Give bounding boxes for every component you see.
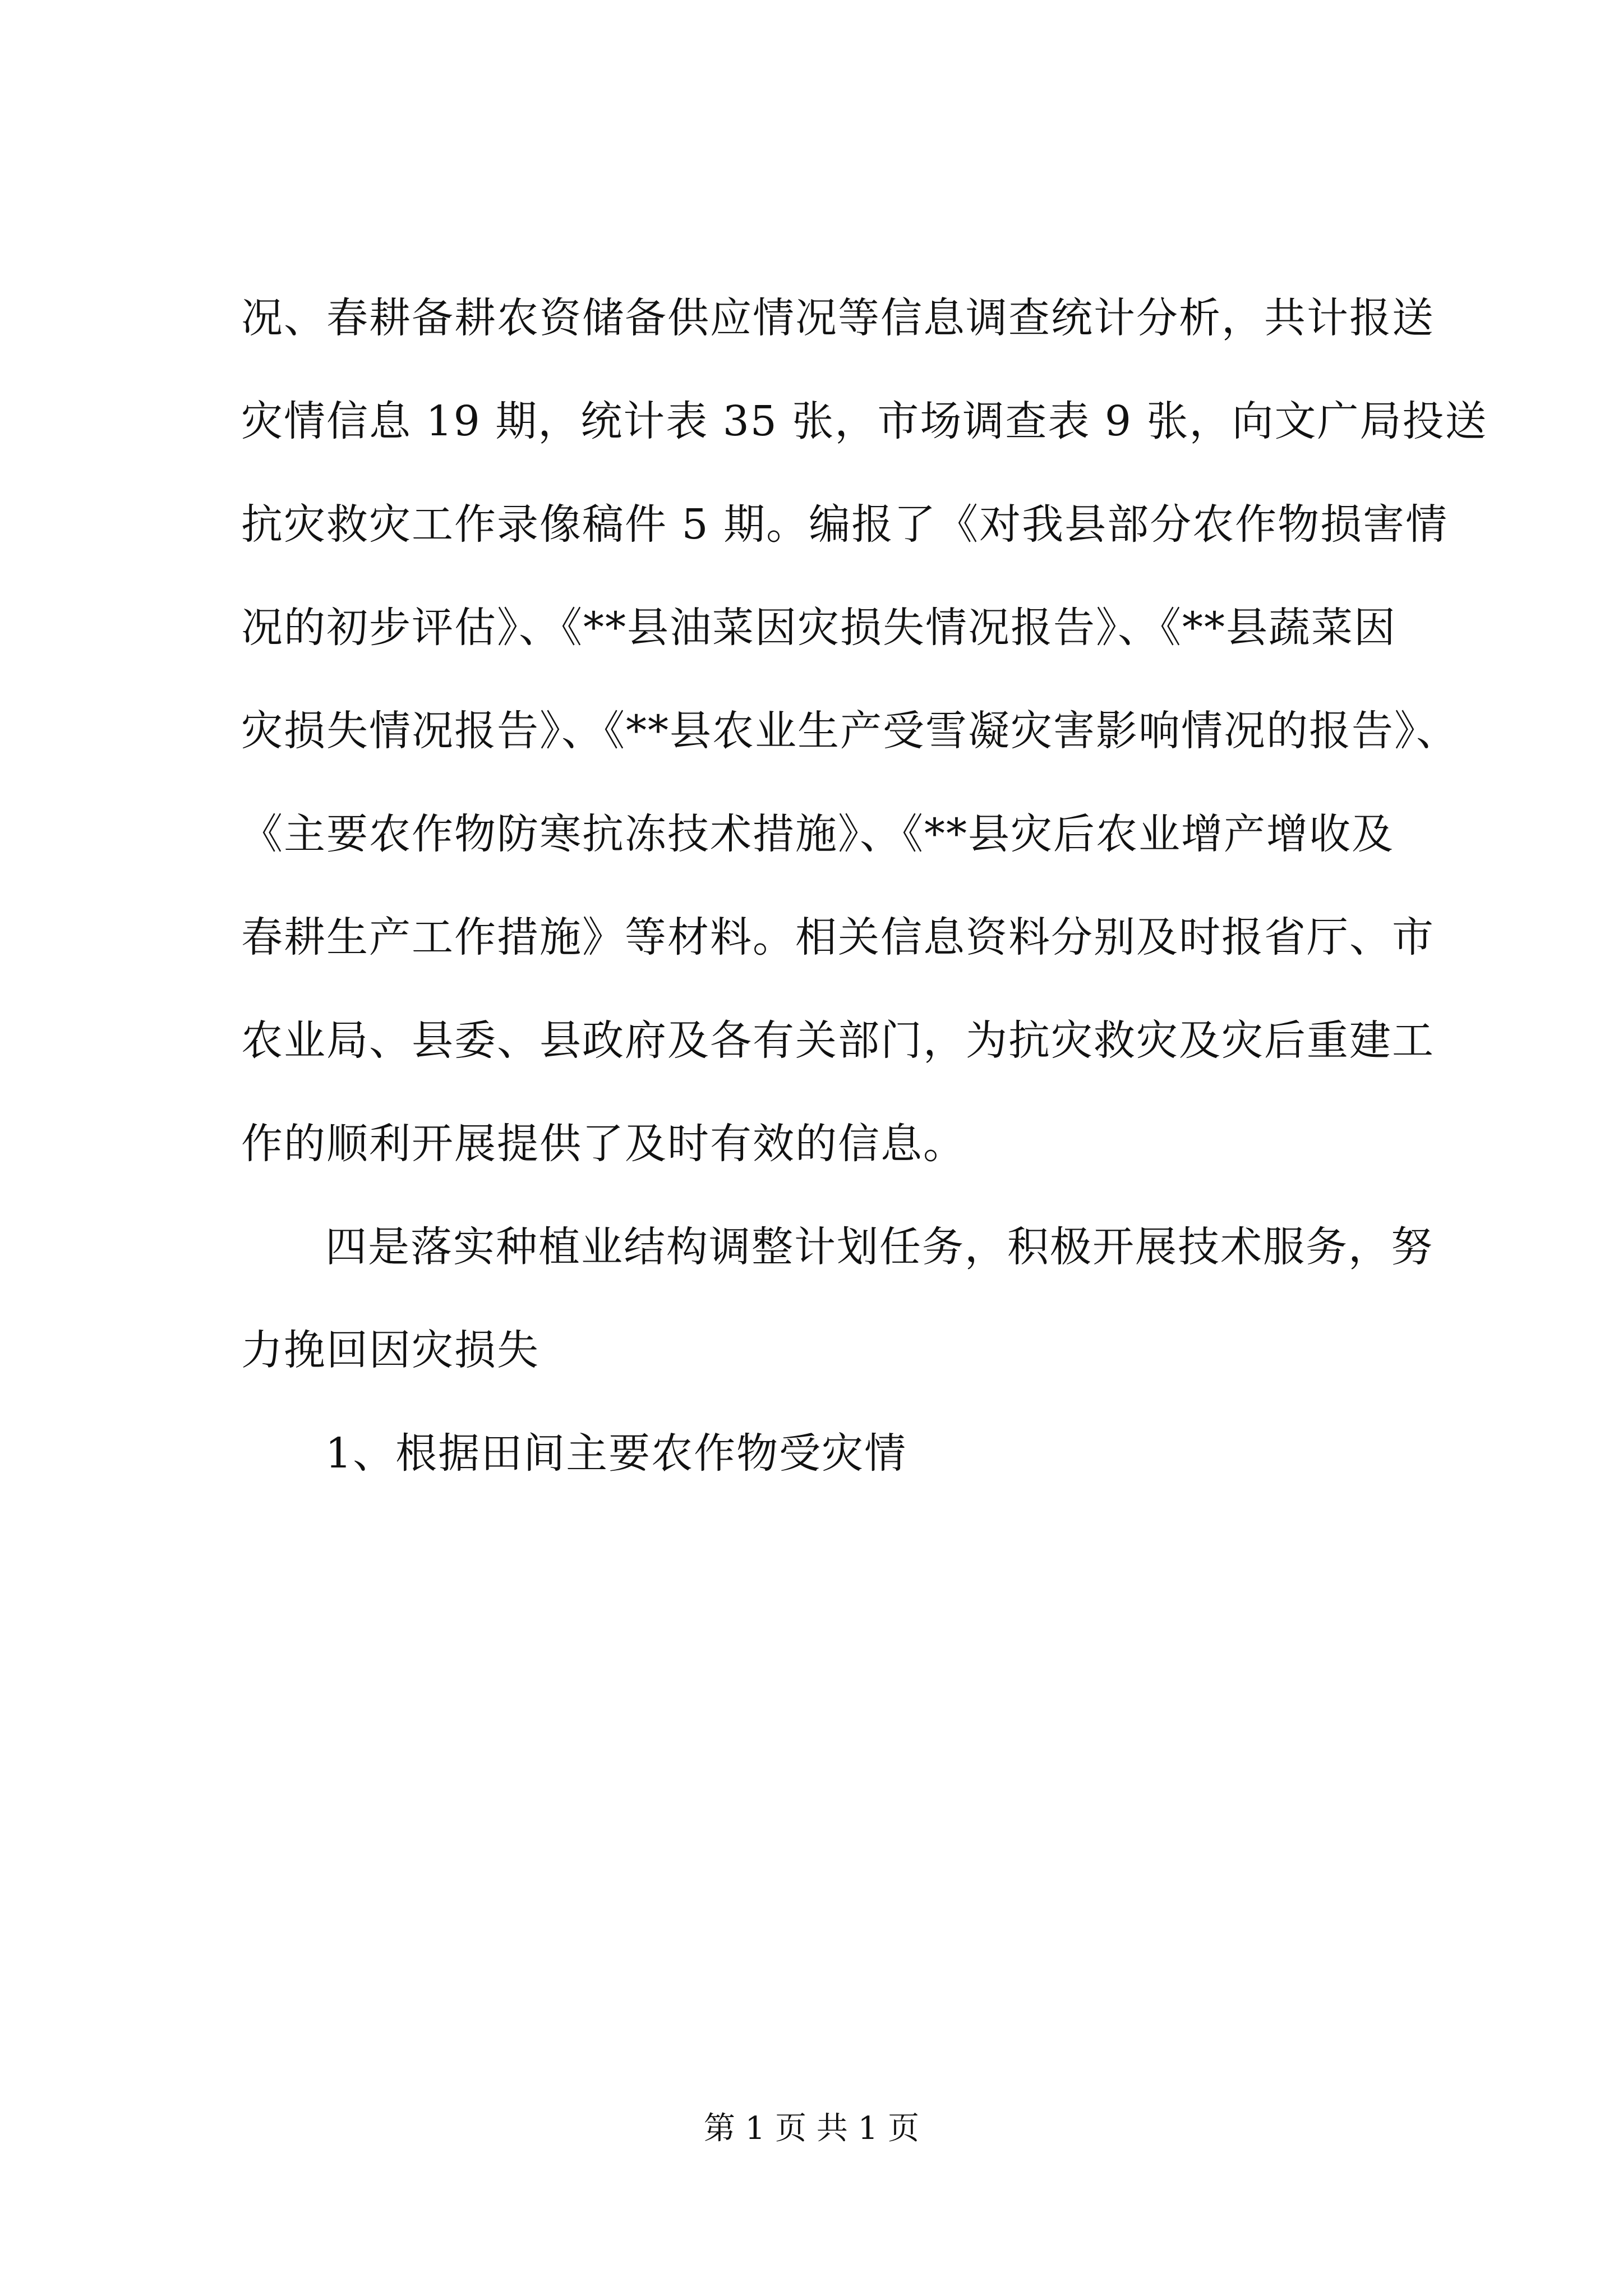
list-item-line: 1、根据田间主要农作物受灾情 xyxy=(325,1429,907,1478)
body-line: 况的初步评估》、《**县油菜因灾损失情况报告》、《**县蔬菜因 xyxy=(241,604,1396,652)
document-body xyxy=(241,266,1488,1505)
page-footer: 第 1 页 共 1 页 xyxy=(703,2110,920,2147)
body-line: 作的顺利开展提供了及时有效的信息。 xyxy=(241,1120,966,1168)
body-line: 抗灾救灾工作录像稿件 5 期。编报了《对我县部分农作物损害情 xyxy=(241,500,1449,549)
body-line: 《主要农作物防寒抗冻技术措施》、《**县灾后农业增产增收及 xyxy=(241,810,1394,858)
body-line: 况、春耕备耕农资储备供应情况等信息调查统计分析，共计报送 xyxy=(241,294,1435,342)
paragraph-heading-line: 四是落实种植业结构调整计划任务，积极开展技术服务，努 xyxy=(325,1223,1433,1271)
body-line: 春耕生产工作措施》等材料。相关信息资料分别及时报省厅、市 xyxy=(241,913,1435,961)
body-line: 农业局、县委、县政府及各有关部门，为抗灾救灾及灾后重建工 xyxy=(241,1016,1435,1065)
body-line: 灾情信息 19 期，统计表 35 张，市场调查表 9 张，向文广局投送 xyxy=(241,397,1488,445)
body-line: 灾损失情况报告》、《**县农业生产受雪凝灾害影响情况的报告》、 xyxy=(241,707,1459,755)
paragraph-heading-line: 力挽回因灾损失 xyxy=(241,1326,540,1374)
